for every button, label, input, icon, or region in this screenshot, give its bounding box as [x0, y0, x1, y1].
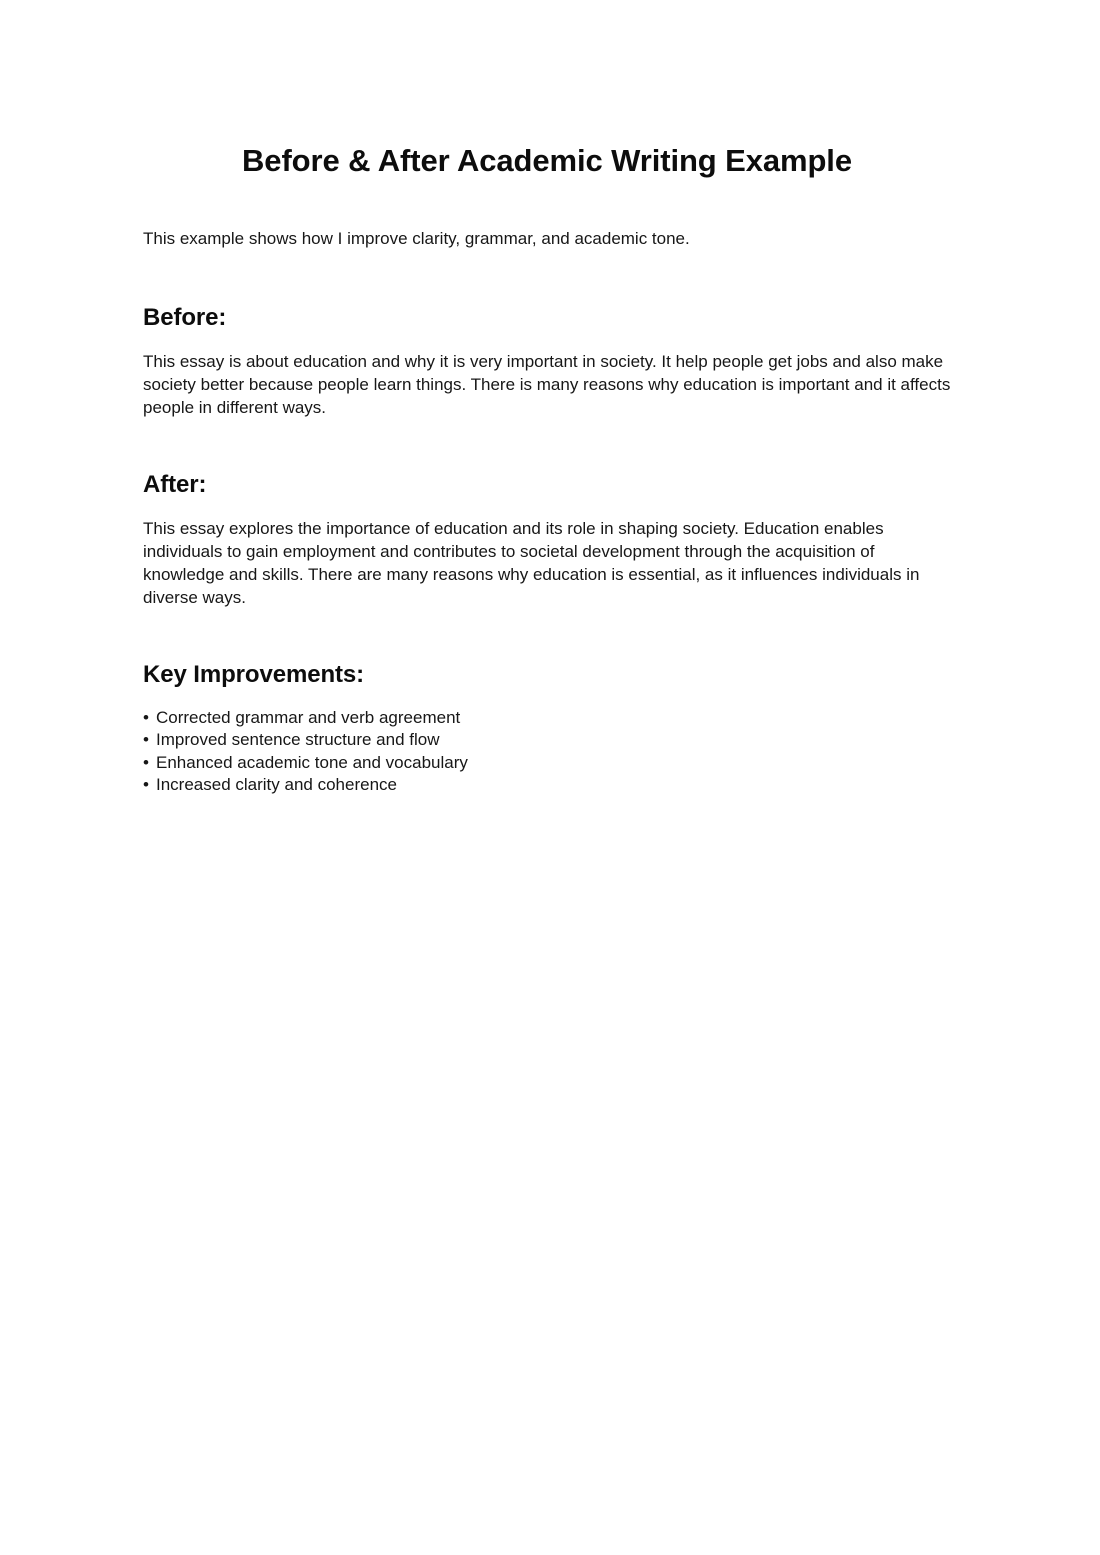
section-before	[143, 304, 951, 419]
section-after-heading: After:	[143, 470, 207, 498]
document-content	[143, 142, 951, 797]
list-item-label: Enhanced academic tone and vocabulary	[156, 752, 468, 772]
bullet-point-icon: •	[143, 775, 149, 795]
list-item-label: Corrected grammar and verb agreement	[156, 707, 461, 727]
list-item	[143, 752, 951, 775]
list-item	[143, 729, 951, 752]
section-before-heading: Before:	[143, 304, 227, 332]
list-item	[143, 774, 951, 797]
list-item-label: Improved sentence structure and flow	[156, 730, 440, 750]
bullet-point-icon: •	[143, 707, 149, 727]
section-before-paragraph: This essay is about education and why it is very important in society. It help people get jobs and also make society better because people learn things. There is many reasons why education is important and it affects people in different ways.	[143, 351, 951, 417]
section-after-paragraph: This essay explores the importance of education and its role in shaping society. Education enables individuals to gain employment and contributes to societal development through the acquisition of knowledge and skills. There are many reasons why education is essential, as it influences individuals in diverse ways.	[143, 518, 920, 607]
intro-paragraph: This example shows how I improve clarity, grammar, and academic tone.	[143, 229, 690, 249]
list-item-label: Increased clarity and coherence	[156, 775, 397, 795]
page-title: Before & After Academic Writing Example	[242, 143, 852, 178]
list-item	[143, 707, 951, 730]
key-improvements-list	[143, 707, 951, 797]
section-after	[143, 471, 951, 609]
bullet-point-icon: •	[143, 752, 149, 772]
section-key-improvements	[143, 661, 951, 797]
bullet-point-icon: •	[143, 730, 149, 750]
key-improvements-heading: Key Improvements:	[143, 660, 365, 688]
